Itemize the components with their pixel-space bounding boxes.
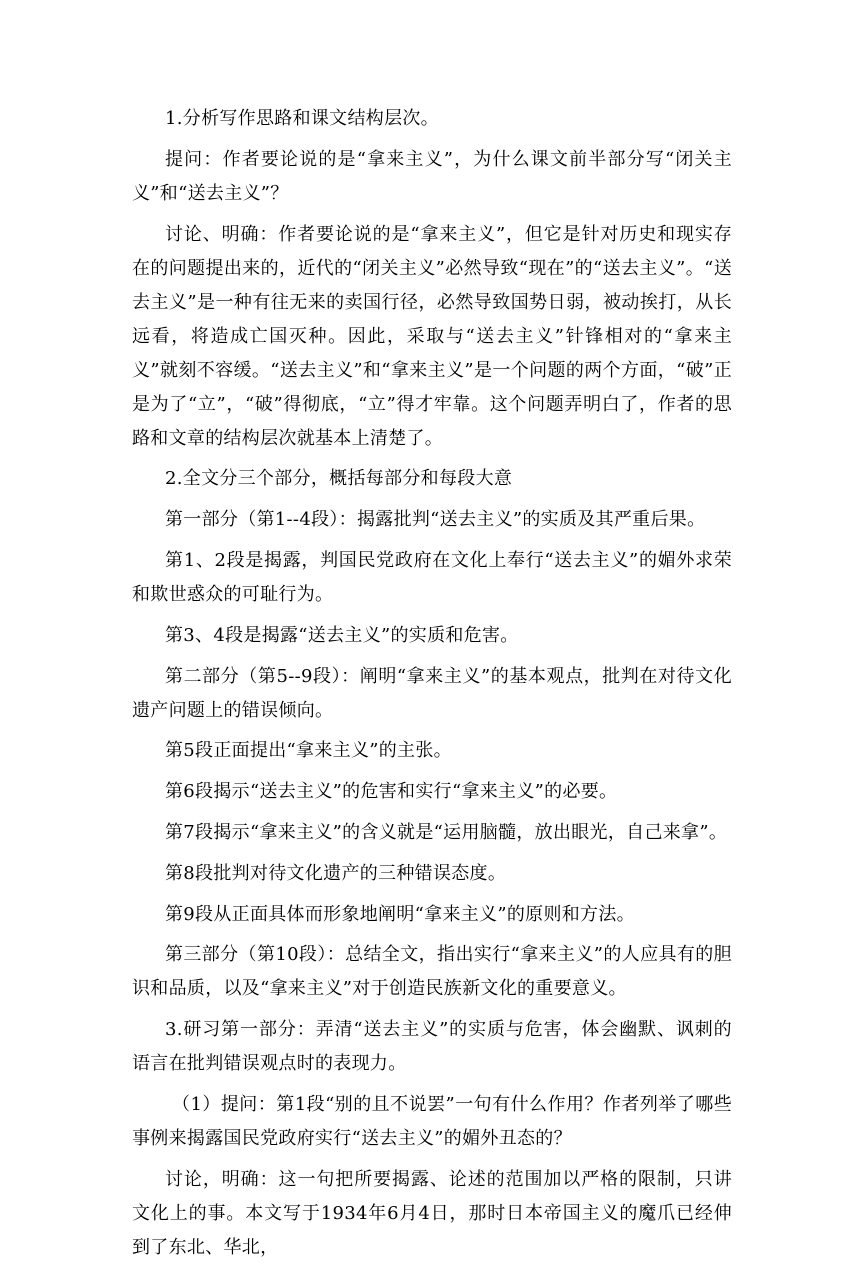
paragraph-question-2: （1）提问：第1段“别的且不说罢”一句有什么作用？作者列举了哪些事例来揭露国民党政府实行“送去主义”的媚外丑态的？ [132,1093,732,1149]
paragraph-question-1: 提问：作者要论说的是“拿来主义”，为什么课文前半部分写“闭关主义”和“送去主义”？ [132,148,732,204]
paragraph-part-2-sec-7: 第7段揭示“拿来主义”的含义就是“运用脑髓，放出眼光，自己来拿”。 [165,821,728,843]
paragraph-part-2-sec-5: 第5段正面提出“拿来主义”的主张。 [165,740,452,762]
paragraph-part-1-sec-1-2: 第1、2段是揭露，判国民党政府在文化上奉行“送去主义”的媚外求荣和欺世惑众的可耻行为。 [132,549,732,605]
paragraph-discussion-2: 讨论，明确：这一句把所要揭露、论述的范围加以严格的限制，只讲文化上的事。本文写于1934年6月4日，那时日本帝国主义的魔爪已经伸到了东北、华北， [132,1168,732,1258]
paragraph-part-1-sec-3-4: 第3、4段是揭露“送去主义”的实质和危害。 [165,624,519,646]
paragraph-part-1: 第一部分（第1--4段）：揭露批判“送去主义”的实质及其严重后果。 [165,509,706,531]
paragraph-part-2-sec-9: 第9段从正面具体而形象地阐明“拿来主义”的原则和方法。 [165,903,635,925]
paragraph-section-3-heading: 3.研习第一部分：弄清“送去主义”的实质与危害，体会幽默、讽刺的语言在批判错误观点时的表现力。 [132,1019,732,1075]
paragraph-part-2-sec-6: 第6段揭示“送去主义”的危害和实行“拿来主义”的必要。 [165,781,618,803]
paragraph-section-1-heading: 1.分析写作思路和课文结构层次。 [165,108,439,129]
paragraph-part-2-sec-8: 第8段批判对待文化遗产的三种错误态度。 [165,862,507,884]
paragraph-section-2-heading: 2.全文分三个部分，概括每部分和每段大意 [165,468,513,490]
document-body [132,102,732,1272]
paragraph-part-3: 第三部分（第10段）：总结全文，指出实行“拿来主义”的人应具有的胆识和品质，以及“拿来主义”对于创造民族新文化的重要意义。 [132,944,732,1000]
paragraph-part-2: 第二部分（第5--9段）：阐明“拿来主义”的基本观点，批判在对待文化遗产问题上的错误倾向。 [132,665,732,721]
paragraph-discussion-1: 讨论、明确：作者要论说的是“拿来主义”，但它是针对历史和现实存在的问题提出来的，近代的“闭关主义”必然导致“现在”的“送去主义”。“送去主义”是一种有往无来的卖国行径，必然导致国势日弱，被动挨打，从长远看，将造成亡国灭种。因此，采取与“送去主义”针锋相对的“拿来主义”就刻不容缓。“送去主义”和“拿来主义”是一个问题的两个方面，“破”正是为了“立”，“破”得彻底，“立”得才牢靠。这个问题弄明白了，作者的思路和文章的结构层次就基本上清楚了。 [132,223,732,449]
